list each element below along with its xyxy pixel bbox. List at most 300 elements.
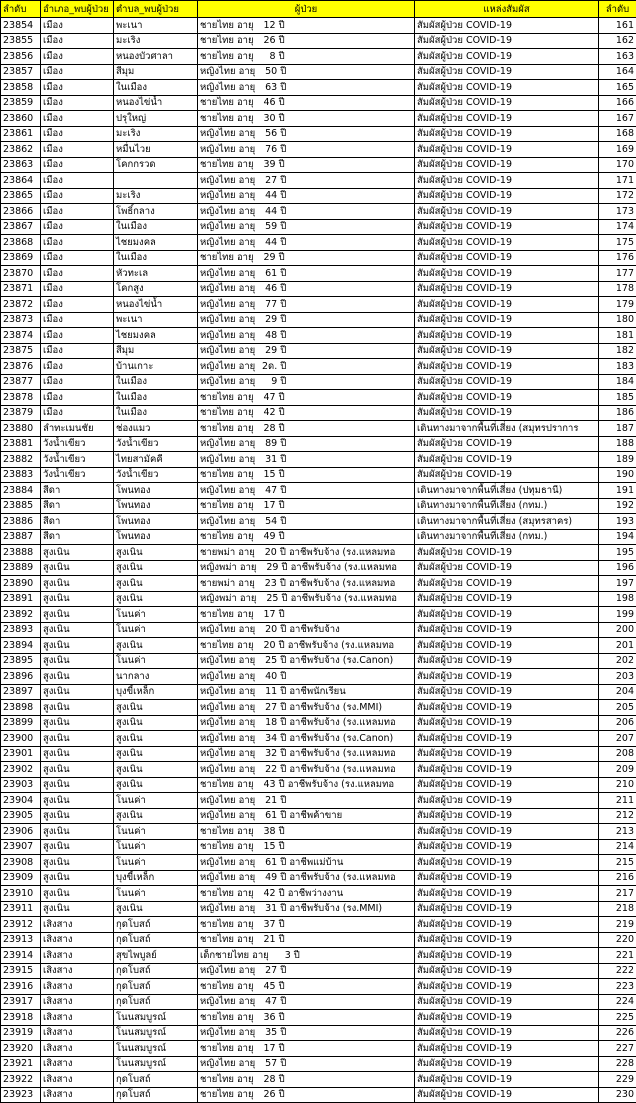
patient-desc: หญิงไทย อายุ — [200, 671, 255, 682]
cell-id: 23879 — [1, 405, 41, 421]
table-row — [1, 436, 636, 452]
table-row — [1, 576, 636, 592]
cell-source: สัมผัสผู้ป่วย COVID-19 — [415, 452, 599, 468]
cell-source: สัมผัสผู้ป่วย COVID-19 — [415, 219, 599, 235]
cell-district: สูงเนิน — [41, 576, 114, 592]
cell-id: 23889 — [1, 560, 41, 576]
cell-patient — [198, 855, 415, 871]
cell-id: 23878 — [1, 390, 41, 406]
patient-age: 47 — [255, 995, 277, 1008]
patient-age: 63 — [255, 81, 277, 94]
patient-desc: ชายไทย อายุ — [200, 981, 254, 992]
cell-subdistrict: โนนค่า — [114, 607, 198, 623]
patient-occupation: อาชีพค้าขาย — [289, 810, 342, 821]
cell-seq: 169 — [599, 142, 636, 158]
cell-seq: 211 — [599, 793, 636, 809]
patient-age: 31 — [255, 453, 277, 466]
patient-desc: หญิงไทย อายุ — [200, 190, 255, 201]
patient-desc: หญิงไทย อายุ — [200, 314, 255, 325]
cell-patient — [198, 250, 415, 266]
patient-age-unit: ปี — [280, 175, 286, 186]
table-row — [1, 157, 636, 173]
cell-id: 23887 — [1, 529, 41, 545]
cell-patient — [198, 421, 415, 437]
cell-patient — [198, 514, 415, 530]
patient-desc: หญิงพม่า อายุ — [200, 593, 256, 604]
cell-patient — [198, 111, 415, 127]
patient-age-unit: ปี — [282, 562, 288, 573]
cell-district: เสิงสาง — [41, 1010, 114, 1026]
cell-source: สัมผัสผู้ป่วย COVID-19 — [415, 1025, 599, 1041]
cell-district: สูงเนิน — [41, 855, 114, 871]
patient-age-unit: ปี — [280, 733, 286, 744]
cell-seq: 198 — [599, 591, 636, 607]
cell-district: เสิงสาง — [41, 994, 114, 1010]
cell-id: 23886 — [1, 514, 41, 530]
patient-age: 9 — [255, 375, 277, 388]
patient-age: 89 — [255, 437, 277, 450]
cell-subdistrict: กุดโบสถ์ — [114, 917, 198, 933]
cell-patient — [198, 932, 415, 948]
patient-age-unit: ปี — [279, 1043, 285, 1054]
cell-source: สัมผัสผู้ป่วย COVID-19 — [415, 607, 599, 623]
cell-district: สูงเนิน — [41, 560, 114, 576]
cell-seq: 217 — [599, 886, 636, 902]
cell-id: 23888 — [1, 545, 41, 561]
cell-id: 23871 — [1, 281, 41, 297]
cell-district: สีดา — [41, 514, 114, 530]
patient-age-unit: ปี — [280, 190, 286, 201]
cell-subdistrict: โนนสมบูรณ์ — [114, 1010, 198, 1026]
cell-id: 23857 — [1, 64, 41, 80]
cell-id: 23905 — [1, 808, 41, 824]
patient-age: 18 — [255, 716, 277, 729]
table-row — [1, 948, 636, 964]
patient-age: 39 — [254, 158, 276, 171]
patient-age-unit: ปี — [280, 872, 286, 883]
patient-age: 26 — [254, 34, 276, 47]
patient-desc: ชายพม่า อายุ — [200, 578, 255, 589]
cell-subdistrict: สูงเนิน — [114, 560, 198, 576]
cell-seq: 214 — [599, 839, 636, 855]
patient-desc: หญิงไทย อายุ — [200, 655, 255, 666]
patient-age-unit: ปี — [280, 330, 286, 341]
table-row — [1, 266, 636, 282]
cell-district: เมือง — [41, 297, 114, 313]
patient-age: 40 — [255, 670, 277, 683]
cell-subdistrict: ไชยมงคล — [114, 328, 198, 344]
cell-source: สัมผัสผู้ป่วย COVID-19 — [415, 638, 599, 654]
cell-id: 23920 — [1, 1041, 41, 1057]
cell-id: 23873 — [1, 312, 41, 328]
patient-age-unit: ปี — [280, 857, 286, 868]
cell-district: เมือง — [41, 343, 114, 359]
patient-age: 48 — [255, 329, 277, 342]
cell-source: สัมผัสผู้ป่วย COVID-19 — [415, 855, 599, 871]
patient-desc: หญิงไทย อายุ — [200, 748, 255, 759]
patient-age: 26 — [254, 1088, 276, 1101]
cell-patient — [198, 1087, 415, 1103]
patient-desc: ชายไทย อายุ — [200, 469, 254, 480]
table-row — [1, 963, 636, 979]
cell-id: 23918 — [1, 1010, 41, 1026]
patient-age-unit: ปี — [279, 609, 285, 620]
cell-district: เสิงสาง — [41, 932, 114, 948]
patient-age-unit: ปี — [279, 919, 285, 930]
cell-seq: 182 — [599, 343, 636, 359]
cell-patient — [198, 359, 415, 375]
cell-district: สูงเนิน — [41, 839, 114, 855]
cell-id: 23864 — [1, 173, 41, 189]
cell-seq: 174 — [599, 219, 636, 235]
patient-age: 28 — [254, 422, 276, 435]
cell-patient — [198, 979, 415, 995]
cell-id: 23898 — [1, 700, 41, 716]
cell-patient — [198, 870, 415, 886]
cell-patient — [198, 576, 415, 592]
patient-age: 2ด. — [255, 360, 277, 373]
patient-desc: ชายไทย อายุ — [200, 392, 254, 403]
table-row — [1, 359, 636, 375]
patient-occupation: อาชีพรับจ้าง (รง.MMI) — [289, 903, 382, 914]
cell-seq: 165 — [599, 80, 636, 96]
cell-seq: 223 — [599, 979, 636, 995]
table-row — [1, 932, 636, 948]
patient-age: 27 — [255, 964, 277, 977]
cell-seq: 204 — [599, 684, 636, 700]
cell-subdistrict: กุดโบสถ์ — [114, 979, 198, 995]
cell-seq: 193 — [599, 514, 636, 530]
cell-id: 23923 — [1, 1087, 41, 1103]
patient-age: 21 — [255, 794, 277, 807]
cell-district: วังน้ำเขียว — [41, 467, 114, 483]
patient-age: 31 — [255, 902, 277, 915]
cell-subdistrict: ในเมือง — [114, 405, 198, 421]
cell-seq: 180 — [599, 312, 636, 328]
cell-source: สัมผัสผู้ป่วย COVID-19 — [415, 808, 599, 824]
cell-source: สัมผัสผู้ป่วย COVID-19 — [415, 1056, 599, 1072]
cell-patient — [198, 824, 415, 840]
cell-source: สัมผัสผู้ป่วย COVID-19 — [415, 405, 599, 421]
patient-age-unit: ปี — [280, 717, 286, 728]
cell-id: 23876 — [1, 359, 41, 375]
cell-district: สูงเนิน — [41, 545, 114, 561]
patient-age: 50 — [255, 65, 277, 78]
patient-desc: หญิงไทย อายุ — [200, 237, 255, 248]
patient-age: 44 — [255, 205, 277, 218]
table-row — [1, 219, 636, 235]
cell-subdistrict: ช่องแมว — [114, 421, 198, 437]
cell-subdistrict: โนนค่า — [114, 653, 198, 669]
cell-seq: 201 — [599, 638, 636, 654]
patient-age: 8 — [254, 50, 276, 63]
patient-age: 46 — [255, 282, 277, 295]
cell-source: สัมผัสผู้ป่วย COVID-19 — [415, 746, 599, 762]
cell-id: 23882 — [1, 452, 41, 468]
table-row — [1, 700, 636, 716]
cell-seq: 218 — [599, 901, 636, 917]
patient-desc: ชายไทย อายุ — [200, 1089, 254, 1100]
cell-patient — [198, 746, 415, 762]
cell-subdistrict: ในเมือง — [114, 390, 198, 406]
cell-id: 23914 — [1, 948, 41, 964]
cell-seq: 226 — [599, 1025, 636, 1041]
cell-patient — [198, 157, 415, 173]
table-row — [1, 483, 636, 499]
patient-desc: หญิงไทย อายุ — [200, 345, 255, 356]
patient-age-unit: ปี — [280, 810, 286, 821]
cell-subdistrict: สูงเนิน — [114, 808, 198, 824]
cell-source: สัมผัสผู้ป่วย COVID-19 — [415, 18, 599, 34]
patient-desc: ชายไทย อายุ — [200, 252, 254, 263]
cell-patient — [198, 560, 415, 576]
cell-seq: 224 — [599, 994, 636, 1010]
table-row — [1, 250, 636, 266]
cell-id: 23858 — [1, 80, 41, 96]
table-row — [1, 142, 636, 158]
cell-subdistrict: สีมุม — [114, 343, 198, 359]
header-subdistrict: ตำบล_พบผู้ป่วย — [114, 1, 198, 18]
cell-id: 23885 — [1, 498, 41, 514]
cell-patient — [198, 793, 415, 809]
cell-seq: 162 — [599, 33, 636, 49]
patient-desc: หญิงไทย อายุ — [200, 516, 255, 527]
table-row — [1, 204, 636, 220]
patient-desc: เด็กชายไทย อายุ — [200, 950, 269, 961]
cell-seq: 199 — [599, 607, 636, 623]
patient-occupation: อาชีพรับจ้าง — [289, 624, 339, 635]
cell-subdistrict: ปรุใหญ่ — [114, 111, 198, 127]
cell-id: 23916 — [1, 979, 41, 995]
patient-desc: ชายไทย อายุ — [200, 531, 254, 542]
patient-age: 49 — [255, 871, 277, 884]
patient-desc: หญิงไทย อายุ — [200, 733, 255, 744]
cell-subdistrict: วังน้ำเขียว — [114, 467, 198, 483]
cell-patient — [198, 731, 415, 747]
patient-desc: หญิงไทย อายุ — [200, 965, 255, 976]
patient-age-unit: ปี — [280, 221, 286, 232]
patient-age: 29 — [254, 251, 276, 264]
table-row — [1, 638, 636, 654]
table-row — [1, 312, 636, 328]
patient-age: 23 — [255, 577, 277, 590]
patient-desc: ชายไทย อายุ — [200, 1043, 254, 1054]
patient-desc: หญิงไทย อายุ — [200, 438, 255, 449]
cell-subdistrict: บ้านเกาะ — [114, 359, 198, 375]
cell-source: สัมผัสผู้ป่วย COVID-19 — [415, 932, 599, 948]
table-row — [1, 1025, 636, 1041]
patient-age-unit: ปี — [279, 252, 285, 263]
table-row — [1, 49, 636, 65]
patient-age-unit: ปี — [279, 640, 285, 651]
cell-id: 23869 — [1, 250, 41, 266]
cell-subdistrict: สูงเนิน — [114, 746, 198, 762]
table-row — [1, 80, 636, 96]
table-row — [1, 188, 636, 204]
cell-subdistrict: โนนค่า — [114, 622, 198, 638]
cell-patient — [198, 142, 415, 158]
table-row — [1, 715, 636, 731]
patient-occupation: อาชีพรับจ้าง (รง.แหลมทอ — [289, 547, 395, 558]
cell-district: เมือง — [41, 64, 114, 80]
cell-seq: 196 — [599, 560, 636, 576]
cell-source: สัมผัสผู้ป่วย COVID-19 — [415, 436, 599, 452]
table-row — [1, 343, 636, 359]
cell-source: สัมผัสผู้ป่วย COVID-19 — [415, 622, 599, 638]
patient-age-unit: ปี — [279, 423, 285, 434]
cell-source: สัมผัสผู้ป่วย COVID-19 — [415, 126, 599, 142]
cell-patient — [198, 390, 415, 406]
patient-occupation: อาชีพรับจ้าง (รง.MMI) — [289, 702, 382, 713]
cell-seq: 183 — [599, 359, 636, 375]
cell-district: เสิงสาง — [41, 1041, 114, 1057]
cell-patient — [198, 762, 415, 778]
cell-subdistrict: ในเมือง — [114, 374, 198, 390]
cell-source: สัมผัสผู้ป่วย COVID-19 — [415, 343, 599, 359]
table-row — [1, 95, 636, 111]
cell-district: สูงเนิน — [41, 669, 114, 685]
cell-subdistrict: ในเมือง — [114, 80, 198, 96]
patient-occupation: อาชีพรับจ้าง (รง.แหลมทอ — [288, 779, 394, 790]
cell-id: 23896 — [1, 669, 41, 685]
table-row — [1, 111, 636, 127]
table-row — [1, 405, 636, 421]
table-row — [1, 1072, 636, 1088]
patient-age-unit: ปี — [280, 1058, 286, 1069]
cell-district: สูงเนิน — [41, 886, 114, 902]
cell-source: สัมผัสผู้ป่วย COVID-19 — [415, 669, 599, 685]
cell-id: 23866 — [1, 204, 41, 220]
table-row — [1, 529, 636, 545]
cell-subdistrict: โนนค่า — [114, 793, 198, 809]
cell-source: เดินทางมาจากพื้นที่เสี่ยง (กทม.) — [415, 529, 599, 545]
patient-desc: หญิงไทย อายุ — [200, 903, 255, 914]
cell-district: สูงเนิน — [41, 591, 114, 607]
table-row — [1, 839, 636, 855]
cell-id: 23883 — [1, 467, 41, 483]
cell-id: 23897 — [1, 684, 41, 700]
patient-age-unit: ปี — [280, 903, 286, 914]
cell-subdistrict: โนนสมบูรณ์ — [114, 1025, 198, 1041]
cell-seq: 186 — [599, 405, 636, 421]
patient-age-unit: ปี — [280, 795, 286, 806]
cell-id: 23892 — [1, 607, 41, 623]
patient-age: 38 — [254, 825, 276, 838]
cell-district: เมือง — [41, 390, 114, 406]
cell-district: เมือง — [41, 204, 114, 220]
cell-district: สูงเนิน — [41, 607, 114, 623]
patient-desc: หญิงไทย อายุ — [200, 66, 255, 77]
patient-age: 3 — [269, 949, 291, 962]
patient-age: 29 — [255, 313, 277, 326]
cell-id: 23884 — [1, 483, 41, 499]
patient-desc: ชายไทย อายุ — [200, 609, 254, 620]
cell-subdistrict: โนนค่า — [114, 886, 198, 902]
cell-subdistrict: สีมุม — [114, 64, 198, 80]
cell-patient — [198, 948, 415, 964]
patient-age: 43 — [254, 778, 276, 791]
patient-desc: ชายไทย อายุ — [200, 1074, 254, 1085]
table-row — [1, 173, 636, 189]
cell-district: สีดา — [41, 529, 114, 545]
table-row — [1, 1041, 636, 1057]
cell-seq: 161 — [599, 18, 636, 34]
cell-subdistrict: โนนค่า — [114, 824, 198, 840]
patient-desc: ชายไทย อายุ — [200, 20, 254, 31]
cell-patient — [198, 343, 415, 359]
table-row — [1, 560, 636, 576]
table-row — [1, 467, 636, 483]
cell-district: สูงเนิน — [41, 622, 114, 638]
cell-id: 23909 — [1, 870, 41, 886]
cell-id: 23874 — [1, 328, 41, 344]
patient-age-unit: ปี — [280, 206, 286, 217]
cell-seq: 188 — [599, 436, 636, 452]
patient-desc: ชายไทย อายุ — [200, 888, 254, 899]
patient-occupation: อาชีพรับจ้าง (รง.แหลมทอ — [289, 764, 395, 775]
patient-occupation: อาชีพรับจ้าง (รง.แหลมทอ — [291, 593, 397, 604]
cell-district: สูงเนิน — [41, 653, 114, 669]
cell-seq: 167 — [599, 111, 636, 127]
cell-subdistrict: มะเริง — [114, 126, 198, 142]
cell-district: เมือง — [41, 18, 114, 34]
cell-subdistrict: หนองไข่น้ำ — [114, 95, 198, 111]
patient-age-unit: ปี — [280, 516, 286, 527]
cell-patient — [198, 405, 415, 421]
patient-age-unit: ปี — [279, 934, 285, 945]
cell-id: 23861 — [1, 126, 41, 142]
patient-desc: หญิงพม่า อายุ — [200, 562, 256, 573]
header-patient: ผู้ป่วย — [198, 1, 415, 18]
cell-district: เมือง — [41, 142, 114, 158]
cell-district: เสิงสาง — [41, 1087, 114, 1103]
cell-patient — [198, 715, 415, 731]
cell-patient — [198, 808, 415, 824]
patient-age-unit: ปี — [280, 671, 286, 682]
cell-source: สัมผัสผู้ป่วย COVID-19 — [415, 824, 599, 840]
patient-age-unit: ปี — [280, 299, 286, 310]
patient-desc: หญิงไทย อายุ — [200, 268, 255, 279]
cell-source: สัมผัสผู้ป่วย COVID-19 — [415, 250, 599, 266]
cell-source: สัมผัสผู้ป่วย COVID-19 — [415, 870, 599, 886]
table-row — [1, 762, 636, 778]
cell-id: 23922 — [1, 1072, 41, 1088]
patient-age-unit: ปี — [280, 485, 286, 496]
cell-patient — [198, 917, 415, 933]
cell-subdistrict — [114, 173, 198, 189]
cell-source: สัมผัสผู้ป่วย COVID-19 — [415, 312, 599, 328]
cell-subdistrict: โนนค่า — [114, 855, 198, 871]
cell-seq: 228 — [599, 1056, 636, 1072]
cell-subdistrict: กุดโบสถ์ — [114, 994, 198, 1010]
cell-subdistrict: กุดโบสถ์ — [114, 1087, 198, 1103]
patient-desc: หญิงไทย อายุ — [200, 82, 255, 93]
table-row — [1, 653, 636, 669]
cell-source: สัมผัสผู้ป่วย COVID-19 — [415, 281, 599, 297]
cell-id: 23865 — [1, 188, 41, 204]
cell-seq: 220 — [599, 932, 636, 948]
cell-seq: 216 — [599, 870, 636, 886]
cell-source: สัมผัสผู้ป่วย COVID-19 — [415, 653, 599, 669]
patient-age-unit: ปี — [294, 950, 300, 961]
table-row — [1, 281, 636, 297]
cell-district: สูงเนิน — [41, 700, 114, 716]
cell-subdistrict: บุงขี้เหล็ก — [114, 870, 198, 886]
cell-district: เมือง — [41, 281, 114, 297]
patient-age: 12 — [254, 19, 276, 32]
cell-id: 23910 — [1, 886, 41, 902]
cell-patient — [198, 638, 415, 654]
